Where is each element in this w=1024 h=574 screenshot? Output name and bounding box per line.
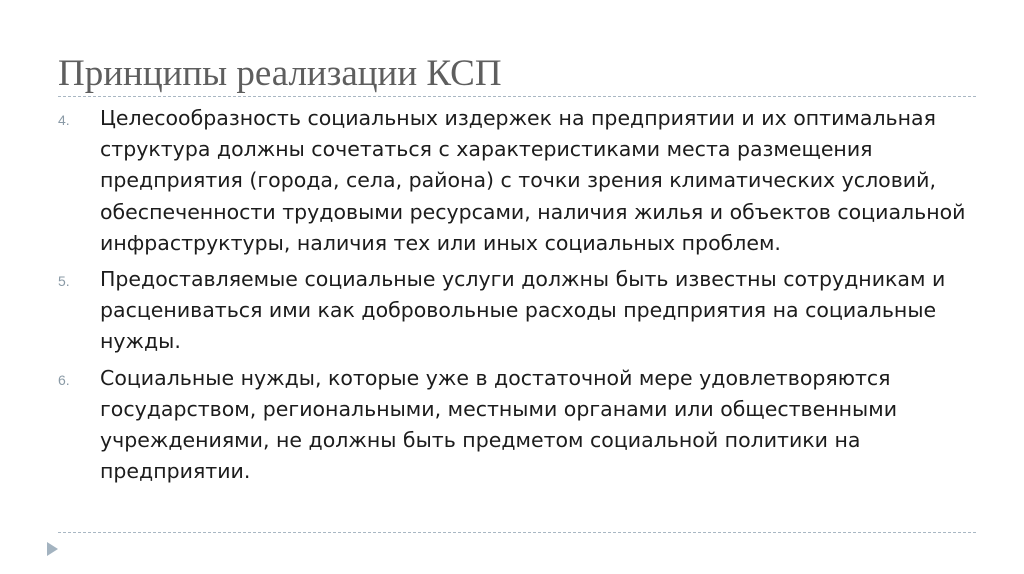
list-item-number: 6. xyxy=(58,371,70,388)
list-item-text: Целесообразность социальных издержек на предприятии и их оптимальная структура должны сочетаться с характеристиками места размещения предприятия (города, села, района) с точки зрения климатических условий, обеспеченности трудовыми ресурсами, наличия жилья и объектов социальной инфраструктуры, наличия тех или иных социальных проблем. xyxy=(100,106,966,255)
footer-divider xyxy=(58,532,976,533)
list-item-number: 5. xyxy=(58,273,70,290)
list-item-text: Социальные нужды, которые уже в достаточной мере удовлетворяются государством, региональными, местными органами или общественными учреждениями, не должны быть предметом социальной политики на предприятии. xyxy=(100,365,898,484)
list-item-text: Предоставляемые социальные услуги должны быть известны сотрудникам и расцениваться ими как добровольные расходы предприятия на социальные нужды. xyxy=(100,267,946,354)
slide-title: Принципы реализации КСП xyxy=(58,53,502,94)
list-item xyxy=(58,363,968,488)
numbered-list xyxy=(58,103,968,492)
list-item-number: 4. xyxy=(58,112,70,128)
list-item xyxy=(58,264,968,358)
title-divider xyxy=(58,96,976,97)
play-triangle-icon[interactable] xyxy=(44,541,60,557)
list-item xyxy=(58,103,968,259)
